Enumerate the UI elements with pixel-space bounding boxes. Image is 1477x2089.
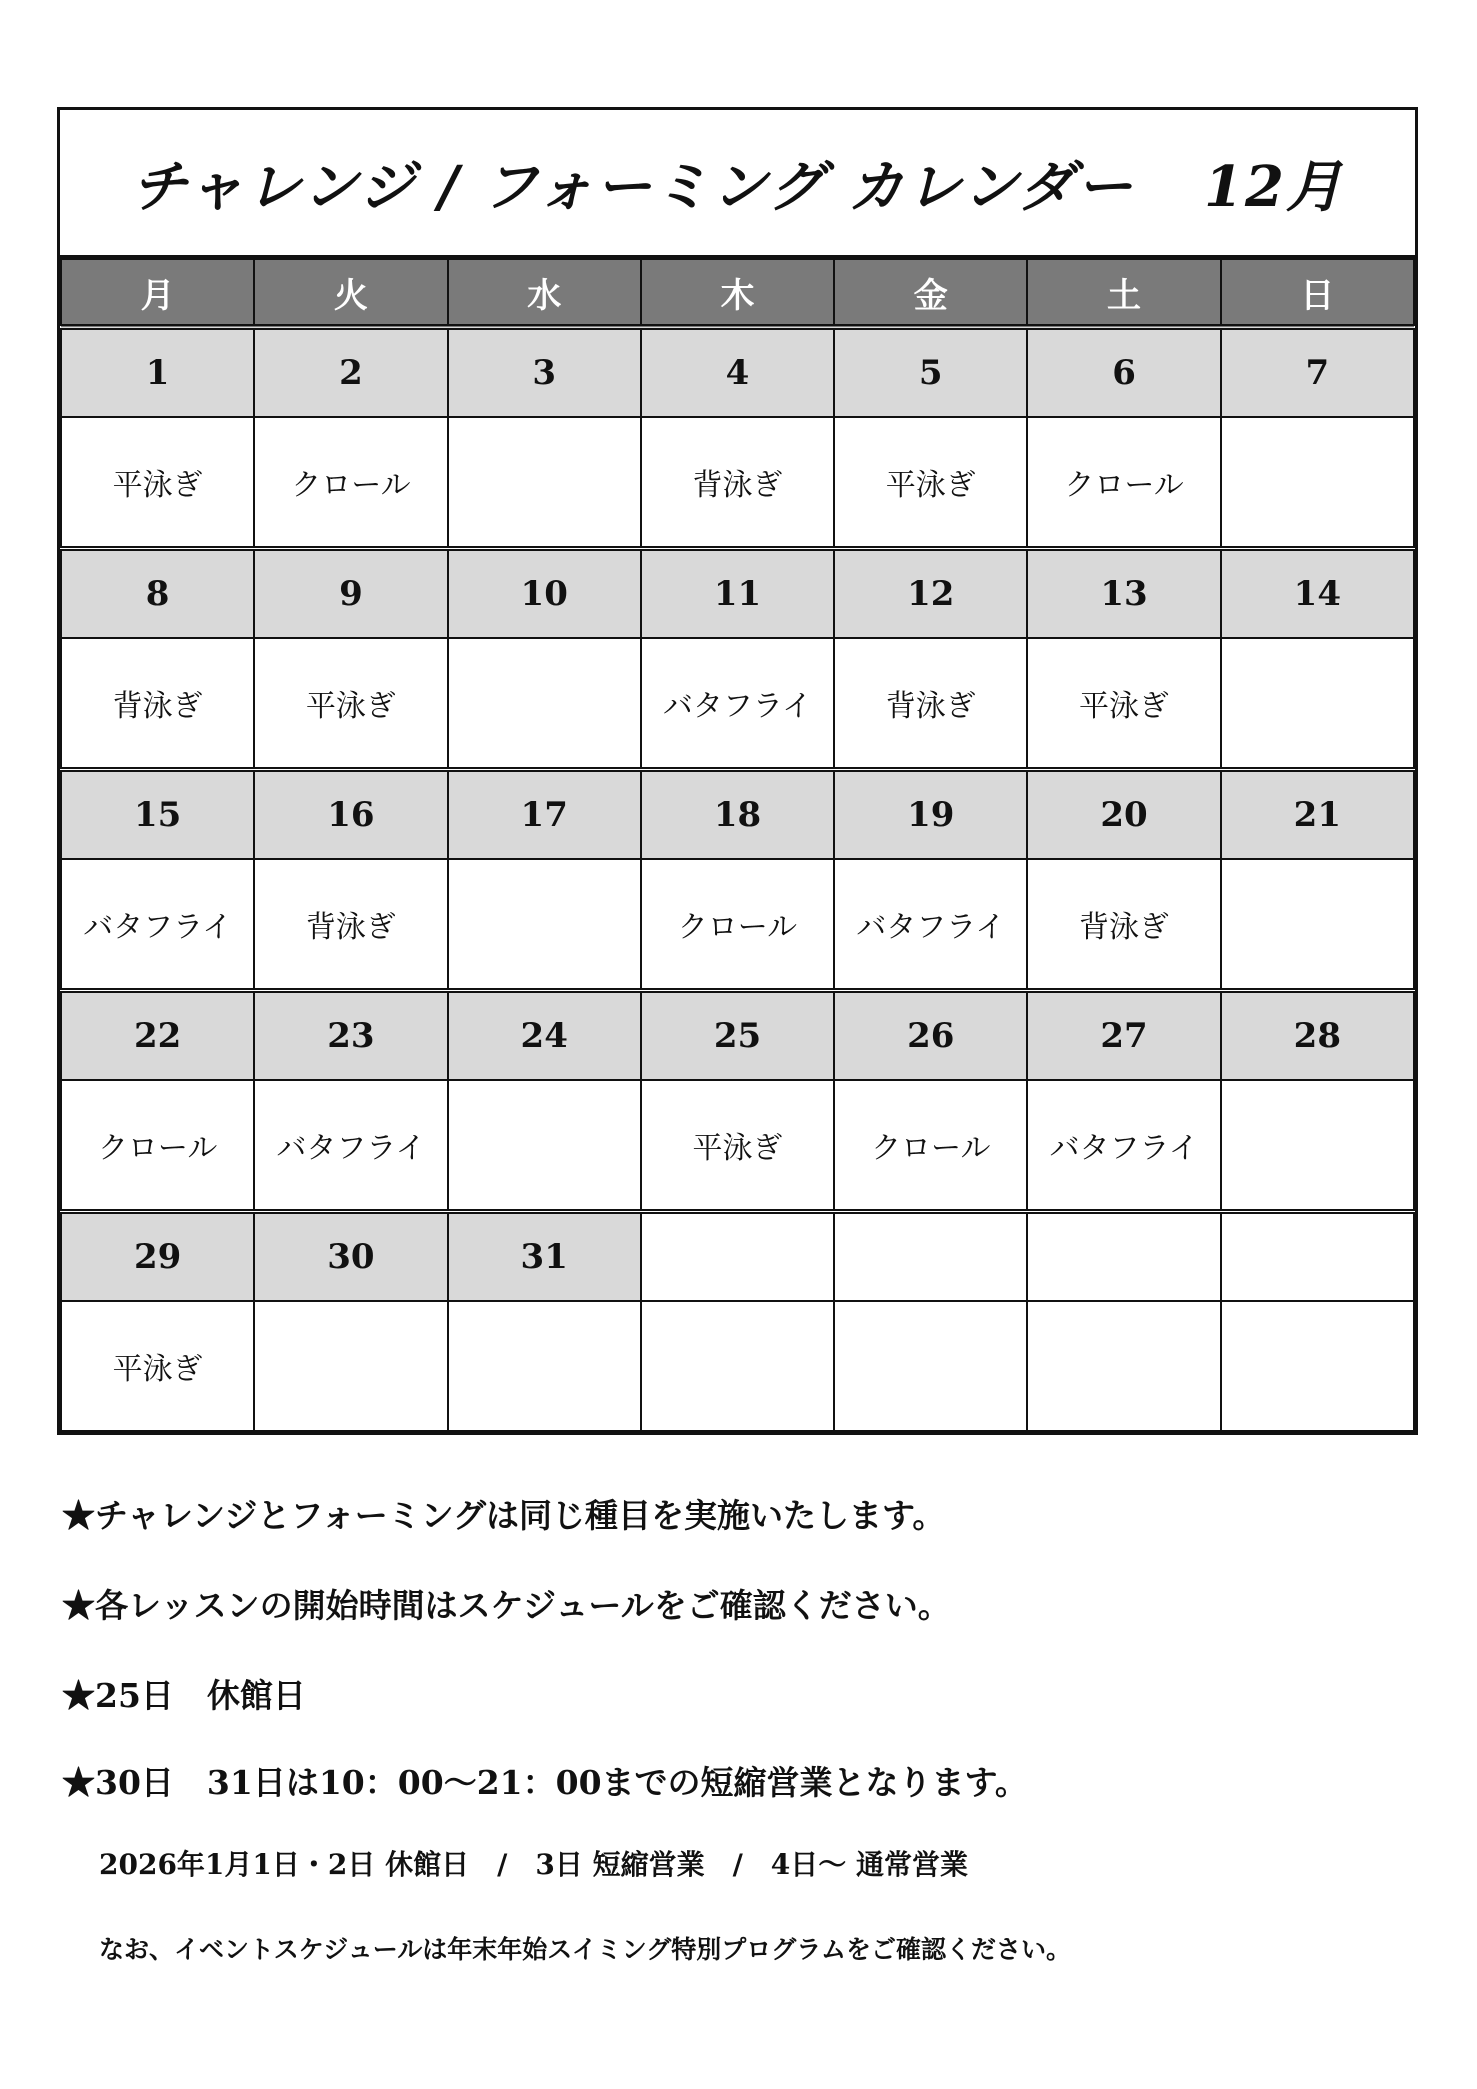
date-cell: 12 xyxy=(834,549,1027,639)
no-lesson-cell xyxy=(1221,1080,1414,1212)
no-lesson-cell xyxy=(254,1301,447,1431)
date-row xyxy=(61,1212,1414,1302)
title-month: 12月 xyxy=(1203,153,1344,220)
date-cell: 29 xyxy=(61,1212,254,1302)
lesson-cell: バタフライ xyxy=(1027,1080,1220,1212)
date-row xyxy=(61,549,1414,639)
lesson-cell: バタフライ xyxy=(641,638,834,770)
date-cell: 6 xyxy=(1027,327,1220,417)
lesson-cell: クロール xyxy=(1027,417,1220,549)
note-check-schedule: ★各レッスンの開始時間はスケジュールをご確認ください。 xyxy=(62,1586,951,1625)
lesson-cell: クロール xyxy=(834,1080,1027,1212)
empty-date-cell xyxy=(834,1212,1027,1302)
date-cell: 2 xyxy=(254,327,447,417)
weekday-header-row xyxy=(61,259,1414,327)
lesson-cell: バタフライ xyxy=(61,859,254,991)
date-cell: 17 xyxy=(448,770,641,860)
date-cell: 23 xyxy=(254,991,447,1081)
empty-lesson-cell xyxy=(641,1301,834,1431)
date-row xyxy=(61,327,1414,417)
lesson-cell: バタフライ xyxy=(834,859,1027,991)
weekday-sun: 日 xyxy=(1221,259,1414,327)
no-lesson-cell xyxy=(448,1301,641,1431)
lesson-cell: 背泳ぎ xyxy=(61,638,254,770)
note-same-program: ★チャレンジとフォーミングは同じ種目を実施いたします。 xyxy=(62,1496,946,1535)
date-cell: 15 xyxy=(61,770,254,860)
lesson-cell: 平泳ぎ xyxy=(61,417,254,549)
no-lesson-cell xyxy=(1221,417,1414,549)
lesson-row xyxy=(61,859,1414,991)
lesson-cell: 平泳ぎ xyxy=(1027,638,1220,770)
date-cell: 20 xyxy=(1027,770,1220,860)
date-cell: 4 xyxy=(641,327,834,417)
empty-date-cell xyxy=(641,1212,834,1302)
weekday-mon: 月 xyxy=(61,259,254,327)
note-event-schedule: なお、イベントスケジュールは年末年始スイミング特別プログラムをご確認ください。 xyxy=(99,1935,1072,1964)
lesson-row xyxy=(61,1301,1414,1431)
date-cell: 1 xyxy=(61,327,254,417)
lesson-cell: 平泳ぎ xyxy=(834,417,1027,549)
calendar xyxy=(57,107,1418,1435)
lesson-cell: 背泳ぎ xyxy=(641,417,834,549)
empty-lesson-cell xyxy=(1221,1301,1414,1431)
date-cell: 9 xyxy=(254,549,447,639)
note-new-year: 2026年1月1日・2日 休館日 / 3日 短縮営業 / 4日～ 通常営業 xyxy=(99,1848,969,1881)
date-cell: 26 xyxy=(834,991,1027,1081)
calendar-title xyxy=(60,110,1415,258)
date-cell: 13 xyxy=(1027,549,1220,639)
date-cell: 21 xyxy=(1221,770,1414,860)
empty-lesson-cell xyxy=(1027,1301,1220,1431)
date-row xyxy=(61,991,1414,1081)
no-lesson-cell xyxy=(1221,859,1414,991)
date-cell: 22 xyxy=(61,991,254,1081)
date-cell: 25 xyxy=(641,991,834,1081)
date-cell: 7 xyxy=(1221,327,1414,417)
date-cell: 18 xyxy=(641,770,834,860)
date-cell: 14 xyxy=(1221,549,1414,639)
weekday-sat: 土 xyxy=(1027,259,1220,327)
lesson-cell: 背泳ぎ xyxy=(1027,859,1220,991)
empty-date-cell xyxy=(1027,1212,1220,1302)
no-lesson-cell xyxy=(448,417,641,549)
date-cell: 8 xyxy=(61,549,254,639)
date-cell: 24 xyxy=(448,991,641,1081)
empty-date-cell xyxy=(1221,1212,1414,1302)
lesson-cell: 背泳ぎ xyxy=(834,638,1027,770)
no-lesson-cell xyxy=(448,1080,641,1212)
note-closed-day: ★25日 休館日 xyxy=(62,1676,306,1715)
date-cell: 5 xyxy=(834,327,1027,417)
date-cell: 10 xyxy=(448,549,641,639)
lesson-cell: クロール xyxy=(254,417,447,549)
date-cell: 11 xyxy=(641,549,834,639)
date-cell: 27 xyxy=(1027,991,1220,1081)
date-cell: 16 xyxy=(254,770,447,860)
date-cell: 19 xyxy=(834,770,1027,860)
date-row xyxy=(61,770,1414,860)
lesson-row xyxy=(61,417,1414,549)
date-cell: 31 xyxy=(448,1212,641,1302)
lesson-row xyxy=(61,638,1414,770)
date-cell: 28 xyxy=(1221,991,1414,1081)
lesson-row xyxy=(61,1080,1414,1212)
weekday-wed: 水 xyxy=(448,259,641,327)
lesson-cell: 平泳ぎ xyxy=(254,638,447,770)
weekday-thu: 木 xyxy=(641,259,834,327)
lesson-cell: 背泳ぎ xyxy=(254,859,447,991)
weekday-tue: 火 xyxy=(254,259,447,327)
note-short-hours: ★30日 31日は10：00～21：00までの短縮営業となります。 xyxy=(62,1763,1028,1802)
lesson-cell: クロール xyxy=(641,859,834,991)
lesson-cell: 平泳ぎ xyxy=(641,1080,834,1212)
no-lesson-cell xyxy=(1221,638,1414,770)
date-cell: 3 xyxy=(448,327,641,417)
lesson-cell: バタフライ xyxy=(254,1080,447,1212)
no-lesson-cell xyxy=(448,859,641,991)
title-main: チャレンジ / フォーミング カレンダー xyxy=(131,153,1134,220)
weekday-fri: 金 xyxy=(834,259,1027,327)
lesson-cell: 平泳ぎ xyxy=(61,1301,254,1431)
empty-lesson-cell xyxy=(834,1301,1027,1431)
calendar-grid xyxy=(60,258,1415,1432)
no-lesson-cell xyxy=(448,638,641,770)
lesson-cell: クロール xyxy=(61,1080,254,1212)
date-cell: 30 xyxy=(254,1212,447,1302)
